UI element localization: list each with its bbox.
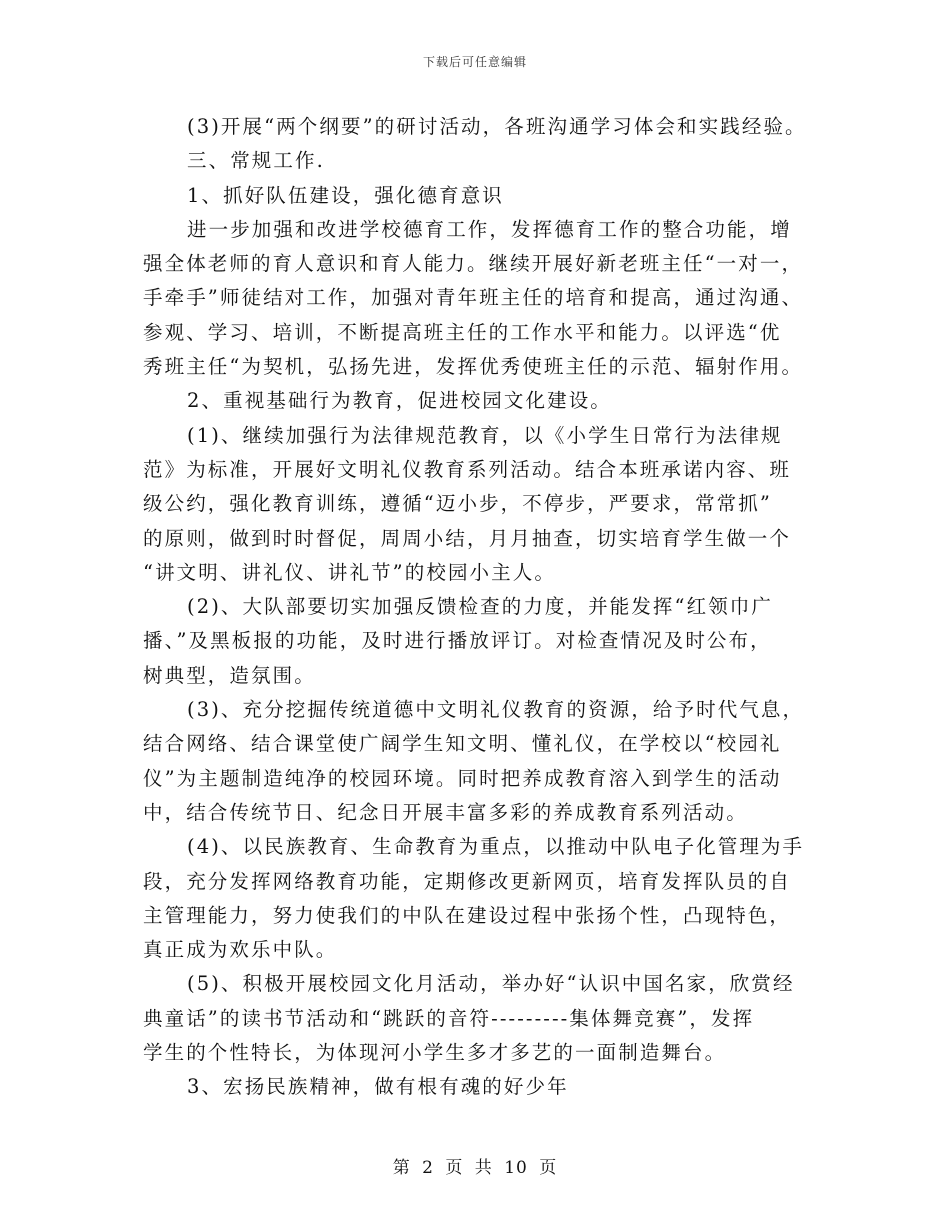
paragraph-line: 范》为标准，开展好文明礼仪教育系列活动。结合本班承诺内容、班 (143, 457, 792, 481)
paragraph-line: 手牵手”师徒结对工作，加强对青年班主任的培育和提高，通过沟通、 (143, 286, 804, 310)
paragraph-line: 典童话”的读书节活动和“跳跃的音符---------集体舞竞赛”，发挥 (143, 1006, 755, 1030)
paragraph-line: (1)、继续加强行为法律规范教育，以《小学生日常行为法律规 (187, 423, 783, 447)
paragraph-line: 结合网络、结合课堂使广阔学生知文明、懂礼仪，在学校以“校园礼 (143, 732, 782, 756)
paragraph-line: (5)、积极开展校园文化月活动，举办好“认识中国名家，欣赏经 (187, 972, 795, 996)
paragraph-line: 仪”为主题制造纯净的校园环境。同时把养成教育溶入到学生的活动 (143, 766, 782, 790)
paragraph-line: 进一步加强和改进学校德育工作，发挥德育工作的整合功能，增 (187, 217, 792, 241)
paragraph-line: 强全体老师的育人意识和育人能力。继续开展好新老班主任“一对一， (143, 252, 804, 276)
paragraph-line: 段，充分发挥网络教育功能，定期修改更新网页，培育发挥队员的自 (143, 869, 792, 893)
paragraph-line: 树典型，造氛围。 (143, 663, 316, 687)
paragraph-line: 中，结合传统节日、纪念日开展丰富多彩的养成教育系列活动。 (143, 800, 748, 824)
paragraph-line: 真正成为欢乐中队。 (143, 938, 338, 962)
subsection-heading: 2、重视基础行为教育，促进校园文化建设。 (187, 389, 612, 413)
header-note: 下载后可任意编辑 (422, 55, 527, 69)
paragraph-line: “讲文明、讲礼仪、讲礼节”的校园小主人。 (143, 560, 556, 584)
paragraph-line: 的原则，做到时时督促，周周小结，月月抽查，切实培育学生做一个 (143, 526, 792, 550)
subsection-heading: 1、抓好队伍建设，强化德育意识 (187, 183, 504, 207)
paragraph-line: (3)开展“两个纲要”的研讨活动，各班沟通学习体会和实践经验。 (187, 115, 807, 138)
paragraph-line: 播、”及黑板报的功能，及时进行播放评订。对检查情况及时公布， (143, 629, 772, 653)
paragraph-line: 秀班主任“为契机，弘扬先进，发挥优秀使班主任的示范、辐射作用。 (143, 355, 804, 379)
paragraph-line: 级公约，强化教育训练，遵循“迈小步，不停步，严要求，常常抓” (143, 492, 772, 516)
subsection-heading: 3、宏扬民族精神，做有根有魂的好少年 (187, 1075, 569, 1099)
paragraph-line: (3)、充分挖掘传统道德中文明礼仪教育的资源，给予时代气息， (187, 698, 805, 722)
document-body (143, 110, 813, 1105)
paragraph-line: (4)、以民族教育、生命教育为重点，以推动中队电子化管理为手 (187, 835, 805, 859)
paragraph-line: 参观、学习、培训，不断提高班主任的工作水平和能力。以评选“优 (143, 320, 782, 344)
paragraph-line: 学生的个性特长，为体现河小学生多才多艺的一面制造舞台。 (143, 1041, 727, 1065)
page-number: 第 2 页 共 10 页 (392, 1158, 558, 1178)
section-heading: 三、常规工作. (187, 149, 325, 173)
paragraph-line: 主管理能力，努力使我们的中队在建设过程中张扬个性，凸现特色， (143, 903, 792, 927)
paragraph-line: (2)、大队部要切实加强反馈检查的力度，并能发挥“红领巾广 (187, 595, 773, 619)
